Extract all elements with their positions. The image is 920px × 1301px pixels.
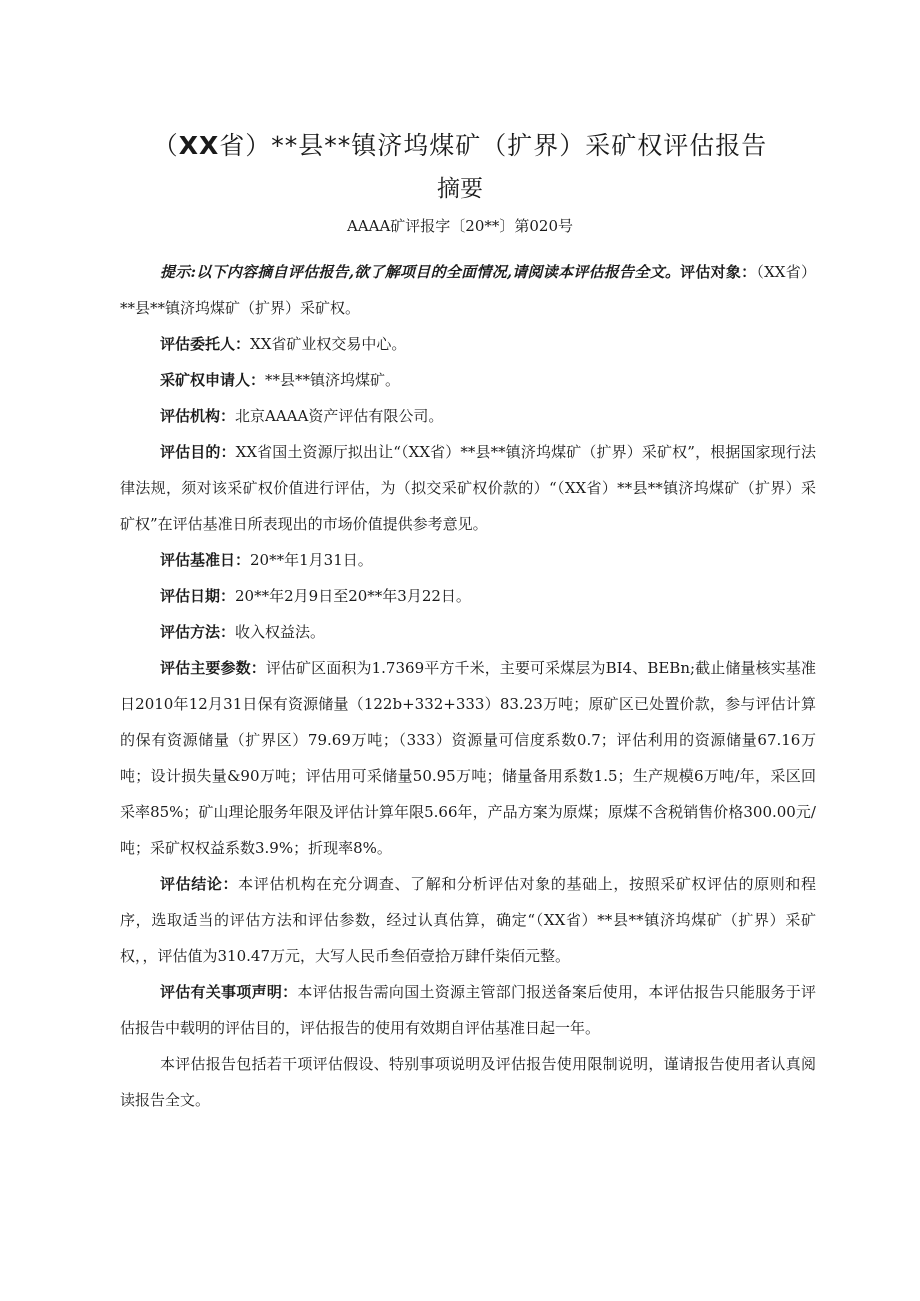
object-label: 评估对象： (680, 263, 757, 281)
object-text: （XX省）**县**镇济坞煤矿（扩界）采矿权。 (120, 263, 816, 317)
applicant-text: **县**镇济坞煤矿。 (265, 371, 401, 389)
eval-date-paragraph (120, 578, 816, 614)
base-date-text: 20**年1月31日。 (250, 551, 373, 569)
params-text: 评估矿区面积为1.7369平方千米，主要可采煤层为BI4、BEBn;截止储量核实基准日2010年12月31日保有资源储量（122b+332+333）83.23万吨；原矿区已处置价款，参与评估计算的保有资源储量（扩界区）79.69万吨；（333）资源量可信度系数0.7；评估利用的资源储量67.16万吨；设计损失量&90万吨；评估用可采储量50.95万吨；储量备用系数1.5；生产规模6万吨/年，采区回采率85%；矿山理论服务年限及评估计算年限5.66年，产品方案为原煤；原煤不含税销售价格300.00元/吨；采矿权权益系数3.9%；折现率8%。 (120, 659, 816, 857)
agency-label: 评估机构： (160, 407, 236, 425)
closing-paragraph (120, 1046, 816, 1118)
conclusion-paragraph (120, 866, 816, 974)
conclusion-label: 评估结论： (160, 875, 239, 893)
method-label: 评估方法： (160, 623, 236, 641)
purpose-text: XX省国土资源厅拟出让“（XX省）**县**镇济坞煤矿（扩界）采矿权”，根据国家现行法律法规，须对该采矿权价值进行评估，为（拟交采矿权价款的）“（XX省）**县**镇济坞煤矿（扩界）采矿权”在评估基准日所表现出的市场价值提供参考意见。 (120, 443, 816, 533)
applicant-paragraph (120, 362, 816, 398)
method-paragraph (120, 614, 816, 650)
base-date-label: 评估基准日： (160, 551, 251, 569)
hint-paragraph (120, 254, 816, 326)
closing-text: 本评估报告包括若干项评估假设、特别事项说明及评估报告使用限制说明，谨请报告使用者认真阅读报告全文。 (120, 1055, 816, 1109)
report-title: （XX省）**县**镇济坞煤矿（扩界）采矿权评估报告 (152, 131, 768, 160)
params-paragraph (120, 650, 816, 866)
purpose-label: 评估目的： (160, 443, 236, 461)
eval-date-label: 评估日期： (160, 587, 236, 605)
statement-paragraph (120, 974, 816, 1046)
report-subtitle: 摘要 (437, 176, 483, 202)
client-text: XX省矿业权交易中心。 (250, 335, 407, 353)
client-label: 评估委托人： (160, 335, 251, 353)
agency-paragraph (120, 398, 816, 434)
statement-label: 评估有关事项声明： (160, 983, 298, 1001)
hint-text: 提示:以下内容摘自评估报告,欲了解项目的全面情况,请阅读本评估报告全文。 (160, 263, 681, 281)
eval-date-text: 20**年2月9日至20**年3月22日。 (235, 587, 471, 605)
client-paragraph (120, 326, 816, 362)
method-text: 收入权益法。 (235, 623, 326, 641)
purpose-paragraph (120, 434, 816, 542)
title-bold-xx: XX (178, 131, 220, 160)
params-label: 评估主要参数： (160, 659, 266, 677)
applicant-label: 采矿权申请人： (160, 371, 266, 389)
agency-text: 北京AAAA资产评估有限公司。 (235, 407, 444, 425)
conclusion-text: 本评估机构在充分调查、了解和分析评估对象的基础上，按照采矿权评估的原则和程序，选取适当的评估方法和评估参数，经过认真估算，确定“（XX省）**县**镇济坞煤矿（扩界）采矿权，，评估值为310.47万元，大写人民币叁佰壹拾万肆仟柒佰元整。 (120, 875, 816, 965)
summary-body (120, 254, 816, 1118)
statement-text: 本评估报告需向国土资源主管部门报送备案后使用，本评估报告只能服务于评估报告中载明的评估目的，评估报告的使用有效期自评估基准日起一年。 (120, 983, 816, 1037)
document-number: AAAA矿评报字〔20**〕第020号 (346, 217, 574, 235)
base-date-paragraph (120, 542, 816, 578)
